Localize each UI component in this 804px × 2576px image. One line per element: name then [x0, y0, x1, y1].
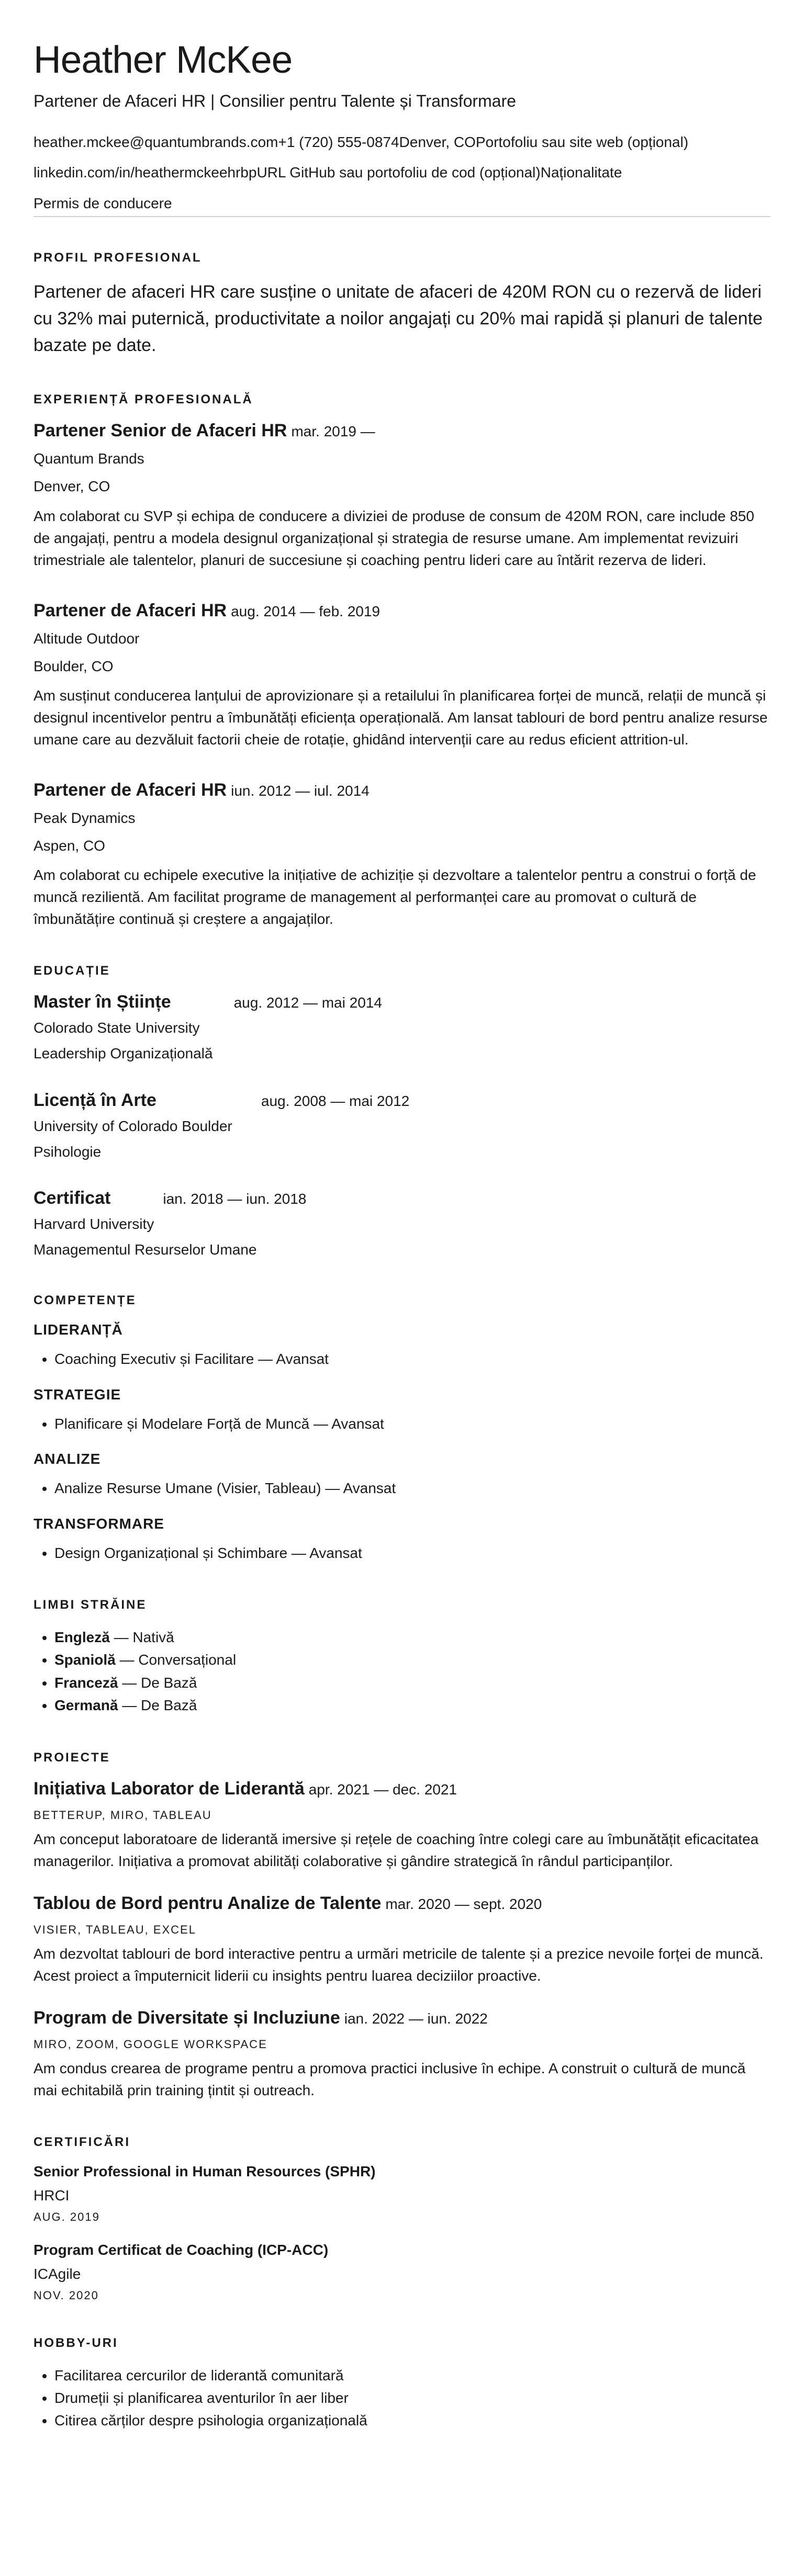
candidate-name: Heather McKee: [34, 39, 293, 81]
hobby-item: • Facilitarea cercurilor de liderantă comunitară: [54, 2364, 770, 2387]
job-description: Am colaborat cu echipele executive la inițiative de achiziție și dezvoltare a talentelor pentru a construi o forță de muncă rezilientă. Am facilitat programe de management al performanței care au promovat o cultură de îmbunătățire continuă și creștere a angajaților.: [34, 867, 756, 928]
job-description: Am colaborat cu SVP și echipa de conducere a diviziei de produse de consum de 420M RON, care include 850 de angajați, pentru a modela designul organizațional și strategia de resurse umane. Am implementat revizuiri trimestriale ale talentelor, planuri de succesiune și coaching pentru lideri care au întărit rezerva de lideri.: [34, 507, 754, 568]
certification-entry: [34, 2242, 770, 2302]
skill-group: [34, 1451, 770, 1499]
profile-section: [34, 251, 770, 359]
location-text: Denver, CO: [399, 134, 476, 150]
project-tools: VISIER, TABLEAU, EXCEL: [34, 1923, 196, 1936]
education-dates: aug. 2012 — mai 2014: [233, 995, 382, 1011]
hobbies-section: [34, 2336, 770, 2432]
education-degree: Master în Științe: [34, 992, 171, 1012]
education-entry: [34, 992, 770, 1064]
phone-link[interactable]: +1 (720) 555-0874: [278, 134, 399, 150]
job-company: Quantum Brands: [34, 450, 144, 467]
education-field: Leadership Organizațională: [34, 1045, 213, 1062]
language-level: — De Bază: [122, 1697, 197, 1714]
language-name: Germană: [54, 1697, 118, 1714]
language-list: [34, 1626, 770, 1717]
job-title: Partener de Afaceri HR: [34, 779, 227, 800]
section-title-projects: PROIECTE: [34, 1750, 110, 1765]
skill-item: • Design Organizațional și Schimbare — Avansat: [54, 1542, 770, 1564]
education-school: University of Colorado Boulder: [34, 1117, 232, 1134]
skill-category: STRATEGIE: [34, 1386, 121, 1403]
language-item: [54, 1694, 770, 1716]
language-item: [54, 1626, 770, 1648]
job-description: Am susținut conducerea lanțului de aprovizionare și a retailului în planificarea forței de muncă, relații de muncă și designul incentivelor pentru a îmbunătăți eficiența operațională. Am lansat tablouri de bord pentru analize resurse umane care au dezvăluit factorii cheie de rotație, ghidând intervenții care au redus eficient attrition-ul.: [34, 687, 768, 748]
job-location: Boulder, CO: [34, 658, 114, 674]
portfolio-link[interactable]: Portofoliu sau site web (opțional): [475, 134, 689, 150]
language-item: [54, 1671, 770, 1694]
skill-category: TRANSFORMARE: [34, 1515, 164, 1532]
job-location: Aspen, CO: [34, 838, 105, 854]
education-school: Harvard University: [34, 1216, 154, 1233]
skill-group: [34, 1516, 770, 1564]
project-entry: [34, 1893, 770, 1987]
language-name: Franceză: [54, 1674, 118, 1691]
education-field: Managementul Resurselor Umane: [34, 1241, 257, 1258]
job-dates: iun. 2012 — iul. 2014: [231, 782, 370, 799]
skills-section: [34, 1293, 770, 1564]
job-location: Denver, CO: [34, 478, 110, 495]
job-company: Peak Dynamics: [34, 809, 136, 826]
project-entry: [34, 1779, 770, 1872]
skill-item: • Analize Resurse Umane (Visier, Tableau) — Avansat: [54, 1477, 770, 1499]
education-entry: [34, 1090, 770, 1162]
linkedin-link[interactable]: linkedin.com/in/heathermckeehrbp: [34, 164, 257, 181]
project-title: Program de Diversitate și Incluziune: [34, 2007, 340, 2028]
email-link[interactable]: heather.mckee@quantumbrands.com: [34, 134, 278, 150]
job-dates: aug. 2014 — feb. 2019: [231, 603, 381, 619]
section-title-certifications: CERTIFICĂRI: [34, 2134, 130, 2149]
language-name: Engleză: [54, 1629, 110, 1645]
projects-section: [34, 1750, 770, 2102]
skill-category: LIDERANȚĂ: [34, 1321, 123, 1338]
section-title-skills: COMPETENȚE: [34, 1293, 137, 1308]
education-dates: aug. 2008 — mai 2012: [261, 1092, 410, 1109]
job-title: Partener Senior de Afaceri HR: [34, 421, 287, 441]
section-title-hobbies: HOBBY-URI: [34, 2335, 118, 2350]
education-dates: ian. 2018 — iun. 2018: [163, 1191, 307, 1207]
education-degree: Licență în Arte: [34, 1090, 157, 1110]
skill-category: ANALIZE: [34, 1451, 101, 1467]
certification-date: AUG. 2019: [34, 2210, 100, 2223]
hobby-item: • Drumeții și planificarea aventurilor în aer liber: [54, 2387, 770, 2409]
project-tools: BETTERUP, MIRO, TABLEAU: [34, 1808, 212, 1822]
language-name: Spaniolă: [54, 1652, 116, 1668]
languages-section: [34, 1598, 770, 1717]
header-divider: [34, 216, 770, 217]
project-entry: [34, 2008, 770, 2102]
skill-group: [34, 1386, 770, 1435]
job-entry: [34, 421, 770, 571]
education-degree: Certificat: [34, 1188, 111, 1208]
certification-issuer: HRCI: [34, 2187, 70, 2204]
section-title-languages: LIMBI STRĂINE: [34, 1597, 147, 1612]
contact-line-2: [34, 163, 770, 182]
certification-name: Senior Professional in Human Resources (SPHR): [34, 2163, 376, 2179]
section-title-education: EDUCAȚIE: [34, 964, 110, 978]
certifications-section: [34, 2135, 770, 2302]
project-description: Am dezvoltat tablouri de bord interactive pentru a urmări metricile de talente și a prezice nevoile forței de muncă. Acest proiect a împuternicit liderii cu insights pentru luarea deciziilor proactive.: [34, 1945, 764, 1984]
contact-line-1: [34, 133, 770, 152]
hobby-list: [34, 2364, 770, 2432]
language-level: — Nativă: [114, 1629, 174, 1645]
section-title-profile: PROFIL PROFESIONAL: [34, 251, 202, 265]
certification-name: Program Certificat de Coaching (ICP-ACC): [34, 2241, 329, 2258]
candidate-subtitle: Partener de Afaceri HR | Consilier pentru Talente și Transformare: [34, 92, 516, 110]
job-entry: [34, 601, 770, 751]
language-item: [54, 1648, 770, 1671]
project-title: Tablou de Bord pentru Analize de Talente: [34, 1893, 382, 1913]
section-title-experience: EXPERIENȚĂ PROFESIONALĂ: [34, 392, 253, 407]
certification-date: NOV. 2020: [34, 2288, 99, 2302]
skill-item: • Coaching Executiv și Facilitare — Avansat: [54, 1348, 770, 1370]
job-company: Altitude Outdoor: [34, 630, 140, 647]
project-dates: mar. 2020 — sept. 2020: [385, 1895, 542, 1912]
education-field: Psihologie: [34, 1143, 102, 1160]
project-tools: MIRO, ZOOM, GOOGLE WORKSPACE: [34, 2037, 267, 2051]
skill-item: • Planificare și Modelare Forță de Muncă — Avansat: [54, 1413, 770, 1435]
profile-summary: Partener de afaceri HR care susține o unitate de afaceri de 420M RON cu o rezervă de lideri cu 32% mai puternică, productivitate a noilor angajați cu 20% mai rapidă și planuri de talente bazate pe date.: [34, 282, 763, 356]
skill-group: [34, 1321, 770, 1370]
project-description: Am condus crearea de programe pentru a promova practici inclusive în echipe. A construit o cultură de muncă mai echitabilă prin training țintit și outreach.: [34, 2060, 746, 2098]
project-title: Inițiativa Laborator de Liderantă: [34, 1778, 305, 1799]
job-title: Partener de Afaceri HR: [34, 600, 227, 620]
certification-issuer: ICAgile: [34, 2265, 81, 2282]
driving-license: Permis de conducere: [34, 195, 172, 211]
hobby-item: • Citirea cărților despre psihologia organizațională: [54, 2409, 770, 2432]
job-dates: mar. 2019 —: [291, 423, 375, 440]
education-section: [34, 964, 770, 1260]
project-dates: ian. 2022 — iun. 2022: [344, 2010, 488, 2027]
nationality-text: Naționalitate: [540, 164, 622, 181]
certification-entry: [34, 2163, 770, 2224]
project-dates: apr. 2021 — dec. 2021: [308, 1781, 457, 1798]
project-description: Am conceput laboratoare de liderantă imersive și rețele de coaching între colegi care au îmbunătățit eficacitatea managerilor. Inițiativa a promovat abilități colaborative și gândire strategică în rândul participanților.: [34, 1831, 759, 1869]
education-school: Colorado State University: [34, 1020, 200, 1036]
github-link[interactable]: URL GitHub sau portofoliu de cod (opțional): [256, 164, 541, 181]
experience-section: [34, 392, 770, 930]
language-level: — Conversațional: [119, 1652, 237, 1668]
language-level: — De Bază: [122, 1674, 197, 1691]
job-entry: [34, 780, 770, 930]
education-entry: [34, 1188, 770, 1260]
